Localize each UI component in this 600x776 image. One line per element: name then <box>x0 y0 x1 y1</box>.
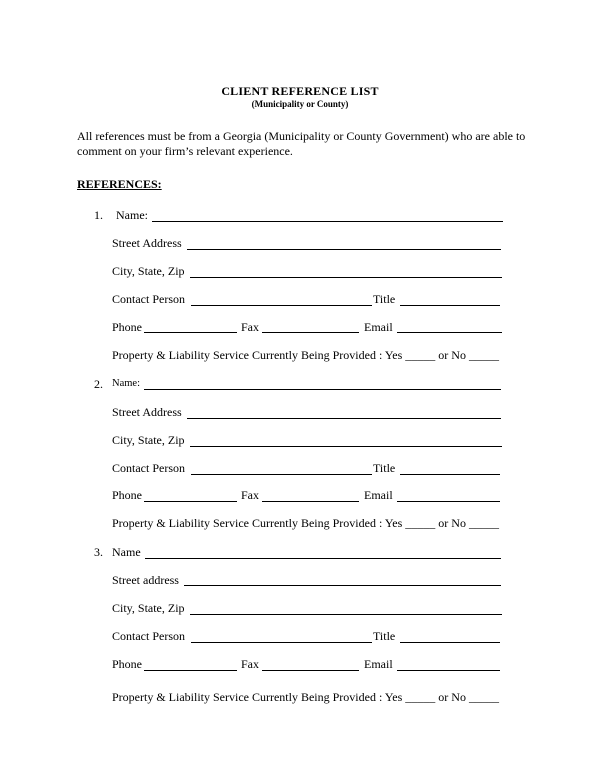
reference-number: 2. <box>94 377 103 391</box>
name-field[interactable] <box>144 389 501 390</box>
reference-number: 3. <box>94 545 103 559</box>
city-state-zip-field[interactable] <box>190 277 502 278</box>
fax-label: Fax <box>241 488 259 502</box>
document-subtitle: (Municipality or County) <box>251 99 349 109</box>
phone-field[interactable] <box>144 670 237 671</box>
reference-number: 1. <box>94 208 103 222</box>
email-label: Email <box>364 320 393 334</box>
phone-field[interactable] <box>144 501 237 502</box>
contact-person-field[interactable] <box>191 474 372 475</box>
references-heading: REFERENCES: <box>77 177 162 191</box>
title-label: Title <box>373 629 396 643</box>
name-label: Name <box>112 545 141 559</box>
fax-field[interactable] <box>262 332 359 333</box>
email-label: Email <box>364 488 393 502</box>
service-provided-question: Property & Liability Service Currently Being Provided : Yes _____ or No _____ <box>112 348 499 362</box>
document-title: CLIENT REFERENCE LIST <box>221 84 379 98</box>
city-state-zip-label: City, State, Zip <box>112 264 185 278</box>
title-field[interactable] <box>400 642 500 643</box>
street-address-label: Street Address <box>112 236 182 250</box>
phone-label: Phone <box>112 657 142 671</box>
street-address-label: Street address <box>112 573 179 587</box>
service-provided-question: Property & Liability Service Currently Being Provided : Yes _____ or No _____ <box>112 690 499 704</box>
contact-person-label: Contact Person <box>112 461 185 475</box>
title-label: Title <box>373 292 396 306</box>
name-field[interactable] <box>152 221 503 222</box>
city-state-zip-field[interactable] <box>190 614 502 615</box>
contact-person-label: Contact Person <box>112 629 185 643</box>
city-state-zip-label: City, State, Zip <box>112 433 185 447</box>
email-field[interactable] <box>397 501 500 502</box>
title-label: Title <box>373 461 396 475</box>
phone-label: Phone <box>112 320 142 334</box>
contact-person-label: Contact Person <box>112 292 185 306</box>
title-field[interactable] <box>400 474 500 475</box>
city-state-zip-field[interactable] <box>190 446 502 447</box>
intro-paragraph: All references must be from a Georgia (Municipality or County Government) who are able to comment on your firm’s relevant experience. <box>77 129 526 158</box>
fax-field[interactable] <box>262 501 359 502</box>
street-address-field[interactable] <box>187 418 501 419</box>
street-address-field[interactable] <box>187 249 501 250</box>
email-field[interactable] <box>397 670 500 671</box>
contact-person-field[interactable] <box>191 305 372 306</box>
name-label: Name: <box>116 208 148 222</box>
name-field[interactable] <box>145 558 501 559</box>
street-address-label: Street Address <box>112 405 182 419</box>
phone-field[interactable] <box>144 332 237 333</box>
fax-label: Fax <box>241 320 259 334</box>
name-label: Name: <box>112 378 140 389</box>
email-field[interactable] <box>397 332 502 333</box>
fax-label: Fax <box>241 657 259 671</box>
title-field[interactable] <box>400 305 500 306</box>
contact-person-field[interactable] <box>191 642 372 643</box>
street-address-field[interactable] <box>184 585 501 586</box>
service-provided-question: Property & Liability Service Currently Being Provided : Yes _____ or No _____ <box>112 516 499 530</box>
city-state-zip-label: City, State, Zip <box>112 601 185 615</box>
phone-label: Phone <box>112 488 142 502</box>
email-label: Email <box>364 657 393 671</box>
fax-field[interactable] <box>262 670 359 671</box>
